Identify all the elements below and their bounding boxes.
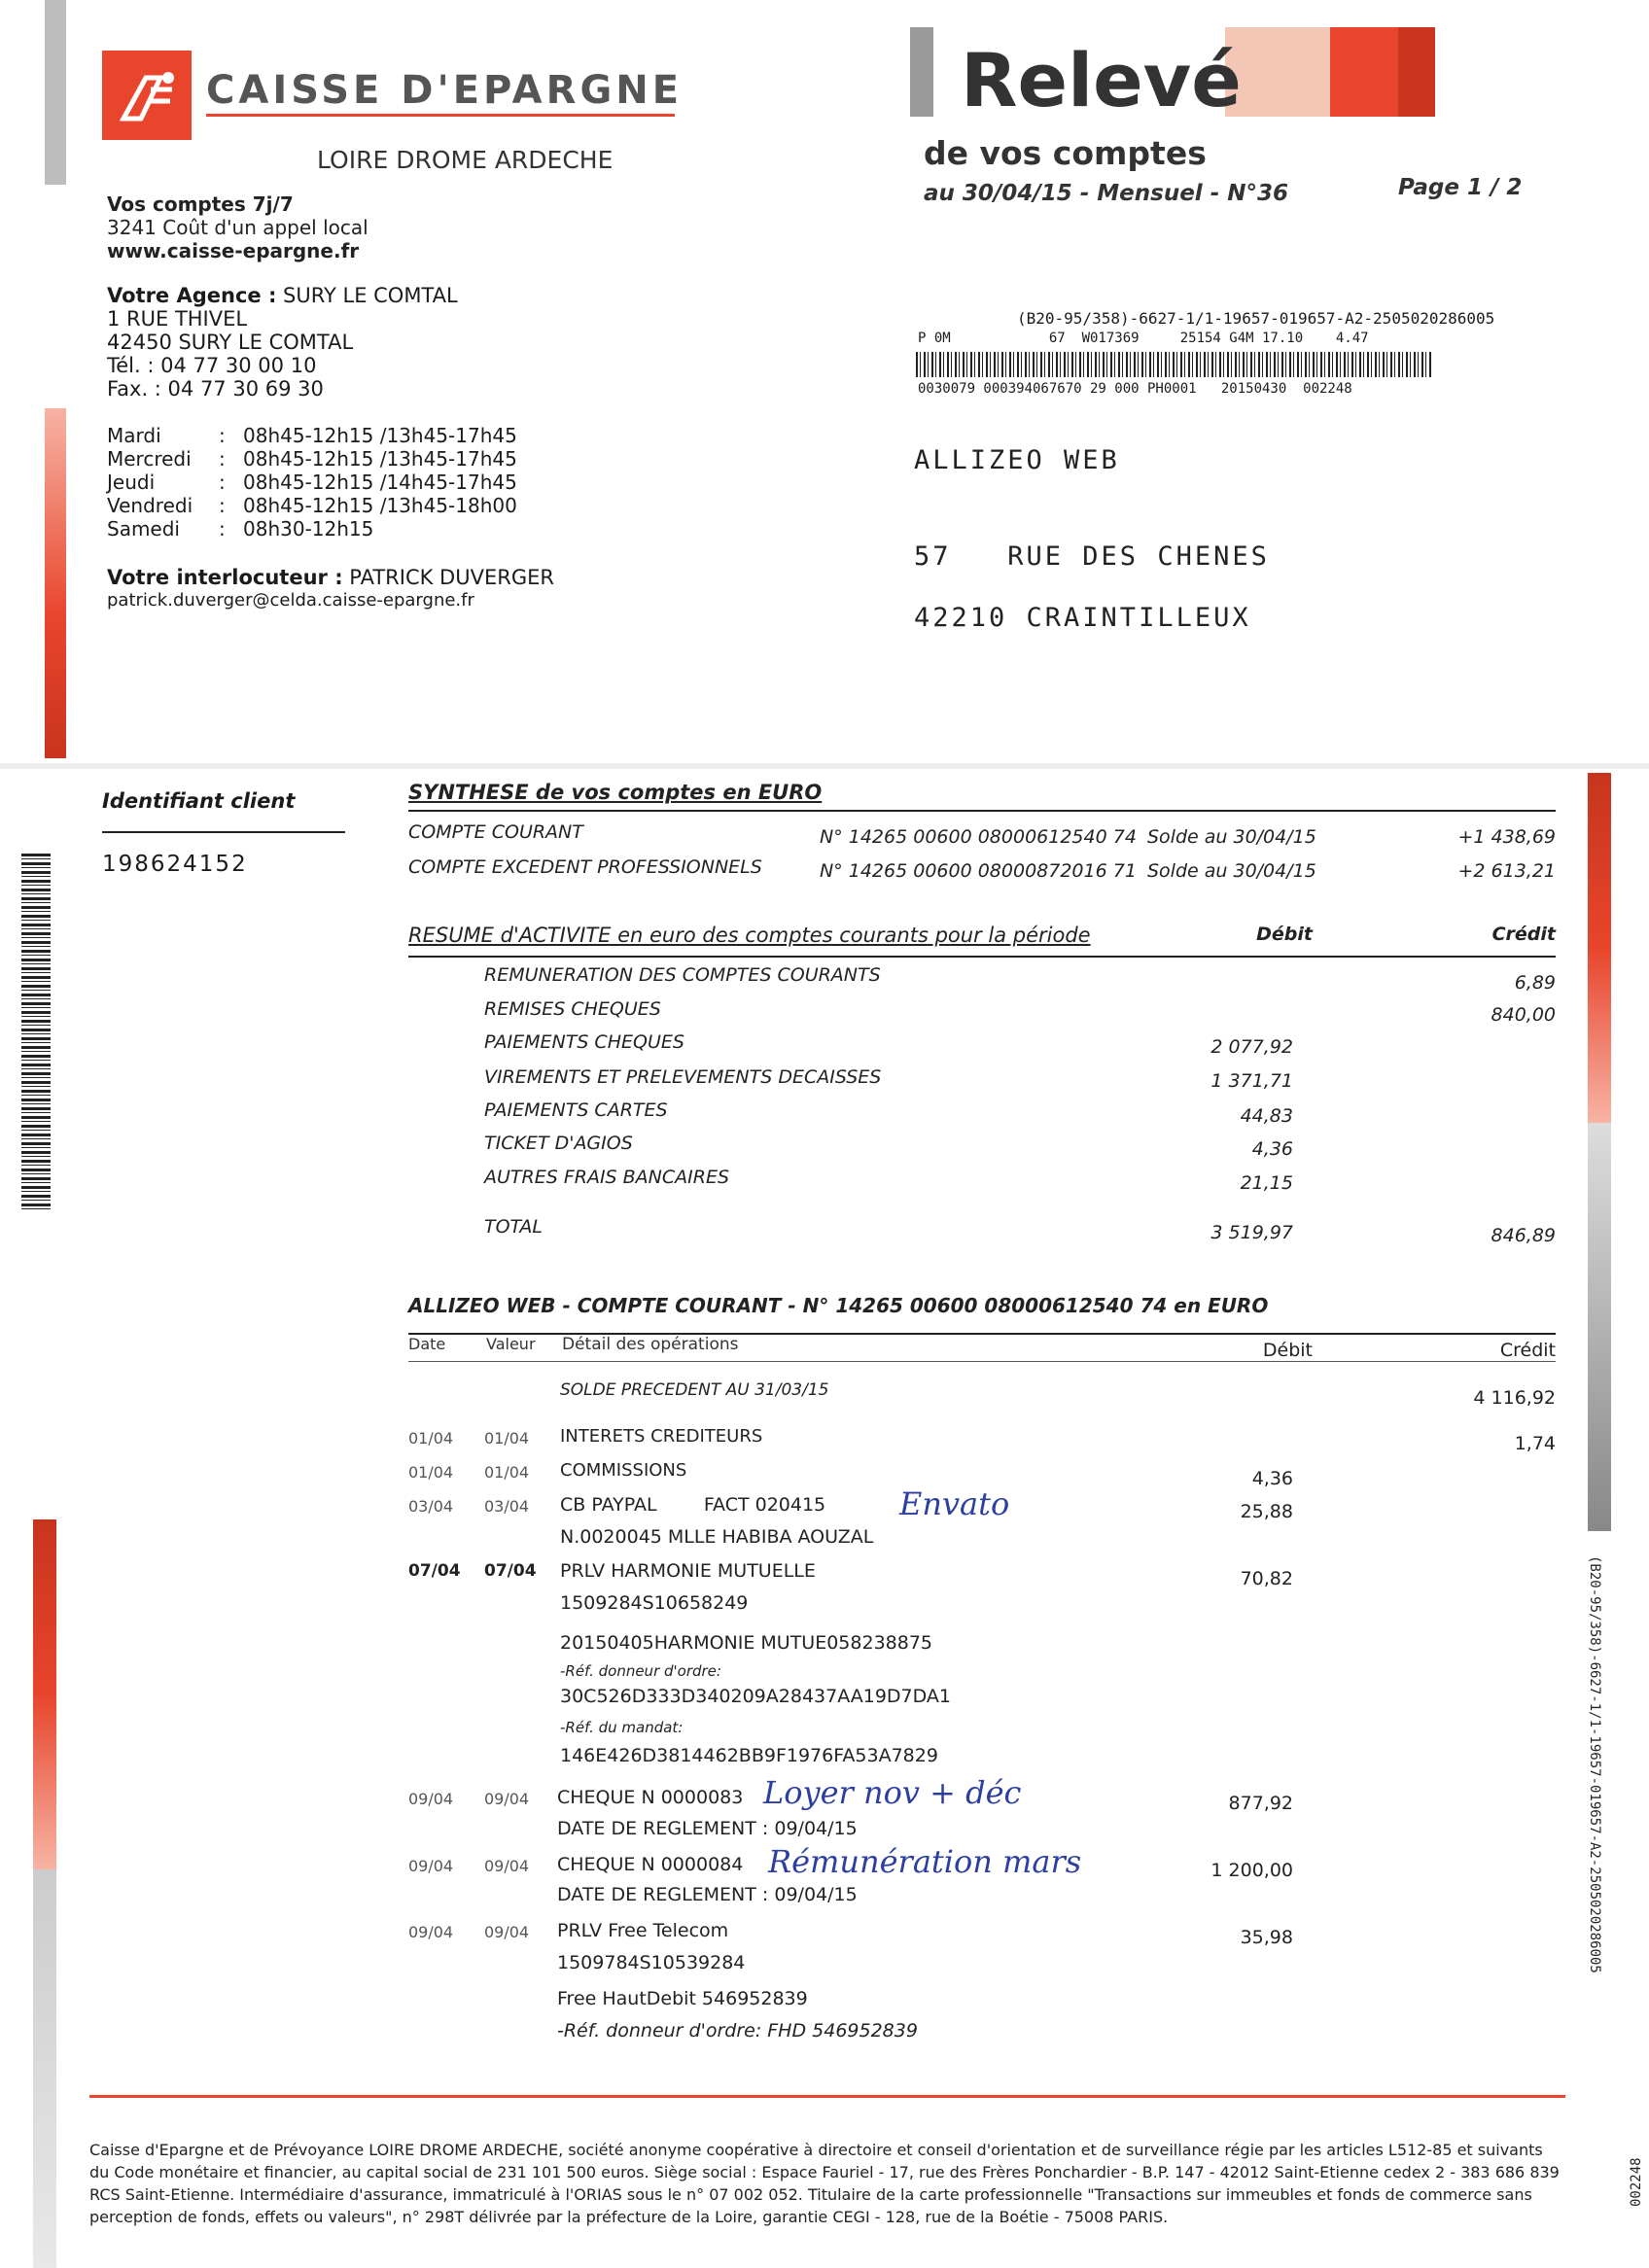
op-line: INTERETS CREDITEURS [560,1426,763,1447]
resume-credit: 6,89 [1514,972,1556,994]
hours-value: 08h45-12h15 /13h45-17h45 [243,447,517,471]
resume-total-debit: 3 519,97 [1210,1222,1293,1243]
resume-label: PAIEMENTS CARTES [484,1099,668,1121]
agency-city: 42450 SURY LE COMTAL [107,331,354,354]
agency-label: Votre Agence : [107,284,277,307]
hours-day: Jeudi [107,471,156,494]
advisor-email-link[interactable]: patrick.duverger@celda.caisse-epargne.fr [107,590,474,611]
resume-debit: 4,36 [1251,1138,1293,1160]
hours-day: Samedi [107,517,180,541]
op-valeur: 09/04 [484,1923,530,1941]
advisor-name: PATRICK DUVERGER [349,566,554,589]
handwritten-note: Envato [899,1485,1010,1522]
hours-day: Vendredi [107,494,193,517]
account-name: COMPTE COURANT [408,821,583,843]
client-id-divider [102,831,345,833]
op-line: N.0020045 MLLE HABIBA AOUZAL [560,1526,874,1548]
resume-total-credit: 846,89 [1491,1225,1556,1246]
solde-precedent-credit: 4 116,92 [1473,1387,1556,1409]
agency-fax: Fax. : 04 77 30 69 30 [107,377,324,401]
detail-header-divider [408,1361,1556,1362]
page-number: Page 1 / 2 [1398,175,1523,200]
op-date: 07/04 [408,1561,461,1581]
agency-street: 1 RUE THIVEL [107,307,248,331]
op-valeur: 07/04 [484,1561,537,1581]
solde-precedent-label: SOLDE PRECEDENT AU 31/03/15 [560,1380,829,1400]
resume-label: TICKET D'AGIOS [484,1133,633,1154]
op-line: PRLV Free Telecom [557,1920,729,1941]
agency-block [107,284,458,401]
postal-barcode [916,352,1433,377]
hours-value: 08h30-12h15 [243,517,374,541]
legal-footer: Caisse d'Epargne et de Prévoyance LOIRE DROME ARDECHE, société anonyme coopérative à directoire et conseil d'orientation et de surveillance régie par les articles L512-85 et suivants du Code monétaire et financier, au capital social de 231 101 500 euros. Siège social : Espace Fauriel - 17, rue des Frères Ponchardier - B.P. 147 - 42012 Saint-Etienne cedex 2 - 383 686 839 RCS Saint-Etienne. Intermédiaire d'assurance, immatriculé à l'ORIAS sous le n° 07 002 052. Titulaire de la carte professionnelle "Transactions sur immeubles et fonds de commerce sans perception de fonds, effets ou valeurs", n° 298T délivrée par la préfecture de la Loire, garantie CEGI - 128, rue de la Boétie - 75008 PARIS. [89,2141,1560,2226]
hours-day: Mercredi [107,447,192,471]
resume-label: VIREMENTS ET PRELEVEMENTS DECAISSES [484,1066,882,1088]
op-line: DATE DE REGLEMENT : 09/04/15 [557,1818,858,1839]
op-date: 03/04 [408,1497,454,1516]
op-line: -Réf. donneur d'ordre: FHD 546952839 [557,2020,918,2041]
account-number: N° 14265 00600 08000872016 71 [820,860,1137,882]
resume-credit-header: Crédit [1491,924,1556,945]
statement-code: P 0M 67 W017369 25154 G4M 17.10 4.47 [918,331,1369,346]
statement-date: au 30/04/15 - Mensuel - N°36 [924,181,1289,206]
hours-value: 08h45-12h15 /14h45-17h45 [243,471,517,494]
statement-subtitle: de vos comptes [924,134,1207,172]
side-barcode [21,854,51,1211]
recipient-name: ALLIZEO WEB [914,445,1120,475]
op-credit: 1,74 [1514,1433,1556,1454]
bank-name: CAISSE D'EPARGNE [206,68,684,113]
account-solde-date: Solde au 30/04/15 [1147,826,1316,848]
hours-day: Mardi [107,424,161,447]
resume-total-label: TOTAL [484,1216,544,1238]
resume-label: REMISES CHEQUES [484,998,661,1020]
account-balance: +2 613,21 [1457,860,1556,882]
op-debit: 25,88 [1240,1501,1293,1522]
col-detail: Détail des opérations [562,1335,739,1354]
statement-ref: (B20-95/358)-6627-1/1-19657-019657-A2-2505020286005 [1017,309,1495,328]
op-date: 01/04 [408,1429,454,1448]
op-valeur: 09/04 [484,1857,530,1875]
recipient-city: 42210 CRAINTILLEUX [914,603,1251,633]
detail-title: ALLIZEO WEB - COMPTE COURANT - N° 14265 00600 08000612540 74 en EURO [408,1294,1269,1317]
right-red-bar [1588,773,1611,1123]
op-valeur: 01/04 [484,1463,530,1482]
op-line: -Réf. donneur d'ordre: [560,1662,721,1680]
op-debit: 4,36 [1251,1468,1293,1489]
fold-shade [0,763,1649,769]
bank-logo [102,51,192,140]
agency-name: SURY LE COMTAL [283,284,458,307]
op-line: 20150405HARMONIE MUTUE058238875 [560,1632,933,1654]
op-date: 01/04 [408,1463,454,1482]
op-debit: 70,82 [1240,1568,1293,1589]
col-debit: Débit [1262,1340,1313,1361]
op-line: 30C526D333D340209A28437AA19D7DA1 [560,1686,952,1707]
op-date: 09/04 [408,1790,454,1808]
op-line: CHEQUE N 0000083 [557,1787,744,1808]
resume-debit: 44,83 [1240,1105,1293,1127]
resume-label: PAIEMENTS CHEQUES [484,1031,684,1053]
resume-label: REMUNERATION DES COMPTES COURANTS [484,964,881,986]
bank-website-link[interactable]: www.caisse-epargne.fr [107,239,360,262]
op-debit: 877,92 [1228,1793,1293,1814]
left-grey-bar-1 [45,0,66,185]
resume-debit: 2 077,92 [1210,1036,1293,1058]
contact-line1: Vos comptes 7j/7 [107,192,294,216]
op-line: CB PAYPAL FACT 020415 [560,1494,826,1516]
statement-title: Relevé [961,37,1242,123]
col-credit: Crédit [1499,1340,1556,1361]
resume-title: RESUME d'ACTIVITE en euro des comptes courants pour la période [408,924,1091,947]
op-line: 1509784S10539284 [557,1952,746,1973]
op-valeur: 09/04 [484,1790,530,1808]
op-debit: 1 200,00 [1210,1860,1293,1881]
op-line: -Réf. du mandat: [560,1719,684,1736]
op-line: Free HautDebit 546952839 [557,1988,808,2009]
col-valeur: Valeur [486,1335,536,1353]
footer-divider [89,2095,1565,2098]
op-date: 09/04 [408,1857,454,1875]
contact-line2: 3241 Coût d'un appel local [107,216,368,239]
op-date: 09/04 [408,1923,454,1941]
left-grey-bar-2 [33,1869,56,2268]
resume-debit: 1 371,71 [1210,1070,1293,1092]
col-date: Date [408,1335,446,1353]
op-line: 1509284S10658249 [560,1592,749,1614]
resume-debit-header: Débit [1256,924,1313,945]
synthese-title: SYNTHESE de vos comptes en EURO [408,781,823,804]
account-balance: +1 438,69 [1457,826,1556,848]
op-line: PRLV HARMONIE MUTUELLE [560,1560,816,1582]
hours-value: 08h45-12h15 /13h45-18h00 [243,494,517,517]
advisor-line [107,566,554,589]
advisor-label: Votre interlocuteur : [107,566,343,589]
hours-value: 08h45-12h15 /13h45-17h45 [243,424,517,447]
recipient-street: 57 RUE DES CHENES [914,541,1270,572]
op-line: DATE DE REGLEMENT : 09/04/15 [557,1884,858,1905]
resume-divider [408,956,1556,958]
resume-credit: 840,00 [1491,1004,1556,1026]
op-line: 146E426D3814462BB9F1976FA53A7829 [560,1745,938,1766]
account-solde-date: Solde au 30/04/15 [1147,860,1316,882]
logo-underline [206,114,675,117]
vertical-reference: (B20-95/358)-6627-1/1-19657-019657-A2-2505020286005 [1587,1555,1602,1973]
op-valeur: 01/04 [484,1429,530,1448]
vertical-code: 002248 [1629,2157,1644,2207]
right-grey-bar [1588,1123,1611,1531]
barcode-caption: 0030079 000394067670 29 000 PH0001 20150430 002248 [918,381,1352,397]
account-number: N° 14265 00600 08000612540 74 [820,826,1137,848]
left-red-bar-1 [45,408,66,758]
bank-region: LOIRE DROME ARDECHE [317,146,614,174]
handwritten-note: Rémunération mars [768,1843,1082,1880]
resume-debit: 21,15 [1240,1172,1293,1194]
handwritten-note: Loyer nov + déc [763,1774,1022,1811]
op-line: COMMISSIONS [560,1460,687,1481]
squirrel-logo-icon [102,51,192,140]
agency-tel: Tél. : 04 77 30 00 10 [107,354,317,377]
left-red-bar-2 [33,1519,56,1869]
resume-label: AUTRES FRAIS BANCAIRES [484,1167,730,1188]
op-debit: 35,98 [1240,1927,1293,1948]
account-name: COMPTE EXCEDENT PROFESSIONNELS [408,856,762,878]
client-id-label: Identifiant client [102,789,296,813]
client-id: 198624152 [102,852,248,877]
op-valeur: 03/04 [484,1497,530,1516]
op-line: CHEQUE N 0000084 [557,1854,744,1875]
synthese-divider [408,810,1556,812]
